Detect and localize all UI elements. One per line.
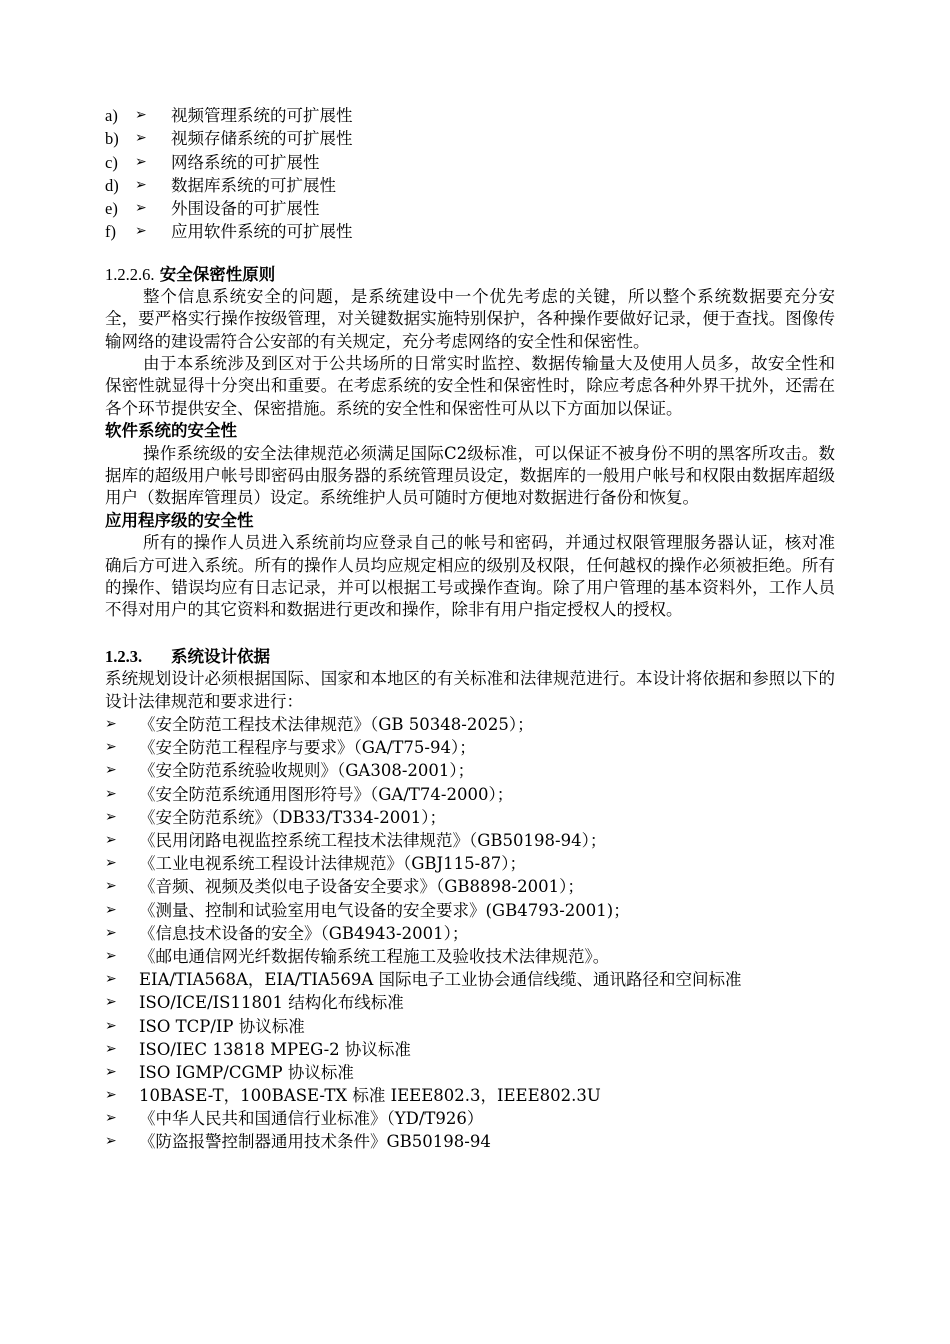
arrow-bullet-icon: ➢ xyxy=(105,855,117,872)
arrow-bullet-icon: ➢ xyxy=(105,1063,117,1080)
standard-item xyxy=(105,991,835,1014)
standard-text: 《安全防范系统通用图形符号》（GA/T74-2000）； xyxy=(139,784,514,804)
standard-text: 10BASE-T，100BASE-TX 标准 IEEE802.3，IEEE802.3U xyxy=(139,1086,601,1106)
standard-text: 《中华人民共和国通信行业标准》（YD/T926） xyxy=(139,1109,484,1129)
arrow-bullet-icon: ➢ xyxy=(105,1133,117,1150)
standard-text: ISO TCP/IP 协议标准 xyxy=(139,1016,305,1036)
list-item xyxy=(105,127,835,150)
arrow-bullet-icon: ➢ xyxy=(105,924,117,941)
standard-text: 《安全防范系统》（DB33/T334-2001）； xyxy=(139,807,446,827)
arrow-bullet-icon: ➢ xyxy=(105,1017,117,1034)
list-text: 数据库系统的可扩展性 xyxy=(171,175,336,195)
paragraph: 系统规划设计必须根据国际、国家和本地区的有关标准和法律规范进行。本设计将依据和参照以下的设计法律规范和要求进行： xyxy=(105,669,835,711)
arrow-bullet-icon: ➢ xyxy=(105,1110,117,1127)
standard-item xyxy=(105,829,835,852)
arrow-bullet-icon: ➢ xyxy=(105,878,117,895)
standard-item xyxy=(105,759,835,782)
standard-item xyxy=(105,806,835,829)
standard-text: 《工业电视系统工程设计法律规范》（GBJ115-87）； xyxy=(139,854,526,874)
standard-text: 《民用闭路电视监控系统工程技术法律规范》（GB50198-94）； xyxy=(139,831,607,851)
list-text: 视频存储系统的可扩展性 xyxy=(171,129,353,149)
paragraph: 所有的操作人员进入系统前均应登录自己的帐号和密码，并通过权限管理服务器认证，核对准确后方可进入系统。所有的操作人员均应规定相应的级别及权限，任何越权的操作必须被拒绝。所有的操作、错误均应有日志记录，并可以根据工号或操作查询。除了用户管理的基本资料外，工作人员不得对用户的其它资料和数据进行更改和操作，除非有用户指定授权人的授权。 xyxy=(105,533,835,620)
section-heading-123 xyxy=(105,646,835,668)
standard-text: 《音频、视频及类似电子设备安全要求》（GB8898-2001）； xyxy=(139,877,584,897)
standard-text: ISO/ICE/IS11801 结构化布线标准 xyxy=(139,993,404,1013)
list-label: d) xyxy=(105,175,119,195)
list-text: 视频管理系统的可扩展性 xyxy=(171,106,353,125)
paragraph: 由于本系统涉及到区对于公共场所的日常实时监控、数据传输量大及使用人员多，故安全性和保密性就显得十分突出和重要。在考虑系统的安全性和保密性时，除应考虑各种外界干扰外，还需在各个环节提供安全、保密措施。系统的安全性和保密性可从以下方面加以保证。 xyxy=(105,354,835,418)
paragraph: 操作系统级的安全法律规范必须满足国际C2级标准，可以保证不被身份不明的黑客所攻击。数据库的超级用户帐号即密码由服务器的系统管理员设定，数据库的一般用户帐号和权限由数据库超级用户（数据库管理员）设定。系统维护人员可随时方便地对数据进行备份和恢复。 xyxy=(105,443,835,508)
arrow-bullet-icon: ➢ xyxy=(105,994,117,1011)
standard-item xyxy=(105,736,835,759)
list-text: 应用软件系统的可扩展性 xyxy=(171,222,353,242)
arrow-bullet-icon: ➢ xyxy=(105,901,117,918)
extensibility-list xyxy=(105,104,835,244)
standard-item xyxy=(105,783,835,806)
standard-item xyxy=(105,852,835,875)
arrow-bullet-icon: ➢ xyxy=(105,785,117,802)
standard-item xyxy=(105,1015,835,1038)
standard-text: ISO/IEC 13818 MPEG-2 协议标准 xyxy=(139,1039,411,1059)
list-text: 外围设备的可扩展性 xyxy=(171,199,320,219)
list-label: c) xyxy=(105,152,118,172)
standard-item xyxy=(105,1038,835,1061)
list-item xyxy=(105,174,835,197)
list-item xyxy=(105,151,835,174)
arrow-bullet-icon: ➢ xyxy=(105,1087,117,1104)
arrow-bullet-icon: ➢ xyxy=(105,947,117,964)
standard-item xyxy=(105,899,835,922)
standard-text: 《安全防范系统验收规则》（GA308-2001）； xyxy=(139,761,475,781)
section-number: 1.2.2.6. xyxy=(105,264,155,284)
list-label: a) xyxy=(105,106,118,125)
standard-item xyxy=(105,875,835,898)
arrow-bullet-icon: ➢ xyxy=(105,808,117,825)
standard-text: 《测量、控制和试验室用电气设备的安全要求》(GB4793-2001)； xyxy=(139,900,630,920)
subheading-software-security: 软件系统的安全性 xyxy=(105,421,237,441)
section-number: 1.2.3. xyxy=(105,646,143,666)
standard-item xyxy=(105,713,835,736)
standard-item xyxy=(105,968,835,991)
arrow-bullet-icon: ➢ xyxy=(105,971,117,988)
arrow-bullet-icon: ➢ xyxy=(135,107,147,123)
list-item xyxy=(105,220,835,243)
list-item xyxy=(105,197,835,220)
standard-text: 《防盗报警控制器通用技术条件》GB50198-94 xyxy=(139,1132,491,1152)
list-label: b) xyxy=(105,129,119,149)
standard-item xyxy=(105,1130,835,1153)
arrow-bullet-icon: ➢ xyxy=(135,153,147,170)
list-item xyxy=(105,104,835,127)
arrow-bullet-icon: ➢ xyxy=(135,200,147,217)
section-heading-1226 xyxy=(105,264,835,286)
standard-text: 《安全防范工程程序与要求》（GA/T75-94）； xyxy=(139,738,476,758)
standard-item xyxy=(105,1107,835,1130)
arrow-bullet-icon: ➢ xyxy=(105,716,117,733)
paragraph: 整个信息系统安全的问题，是系统建设中一个优先考虑的关键，所以整个系统数据要充分安全，要严格实行操作按级管理，对关键数据实施特别保护，各种操作要做好记录，便于查找。图像传输网络的建设需符合公安部的有关规定，充分考虑网络的安全性和保密性。 xyxy=(105,286,835,351)
section-title: 系统设计依据 xyxy=(171,646,270,666)
arrow-bullet-icon: ➢ xyxy=(105,739,117,756)
arrow-bullet-icon: ➢ xyxy=(135,130,147,147)
list-label: f) xyxy=(105,222,116,242)
standard-item xyxy=(105,922,835,945)
list-label: e) xyxy=(105,199,118,219)
standard-text: 《安全防范工程技术法律规范》（GB 50348-2025）； xyxy=(139,715,534,735)
document-page xyxy=(105,104,835,1154)
standard-item xyxy=(105,1061,835,1084)
arrow-bullet-icon: ➢ xyxy=(105,1040,117,1057)
standard-text: EIA/TIA568A，EIA/TIA569A 国际电子工业协会通信线缆、通讯路径和空间标准 xyxy=(139,970,742,990)
arrow-bullet-icon: ➢ xyxy=(105,832,117,849)
arrow-bullet-icon: ➢ xyxy=(105,762,117,779)
standard-text: 《邮电通信网光纤数据传输系统工程施工及验收技术法律规范》。 xyxy=(139,946,610,966)
arrow-bullet-icon: ➢ xyxy=(135,176,147,193)
standard-item xyxy=(105,945,835,968)
section-title: 安全保密性原则 xyxy=(159,264,276,284)
standard-text: 《信息技术设备的安全》（GB4943-2001）； xyxy=(139,923,469,943)
standard-text: ISO IGMP/CGMP 协议标准 xyxy=(139,1062,354,1082)
standards-list xyxy=(105,713,835,1154)
arrow-bullet-icon: ➢ xyxy=(135,223,147,240)
subheading-app-security: 应用程序级的安全性 xyxy=(105,510,254,530)
list-text: 网络系统的可扩展性 xyxy=(171,152,320,172)
standard-item xyxy=(105,1084,835,1107)
